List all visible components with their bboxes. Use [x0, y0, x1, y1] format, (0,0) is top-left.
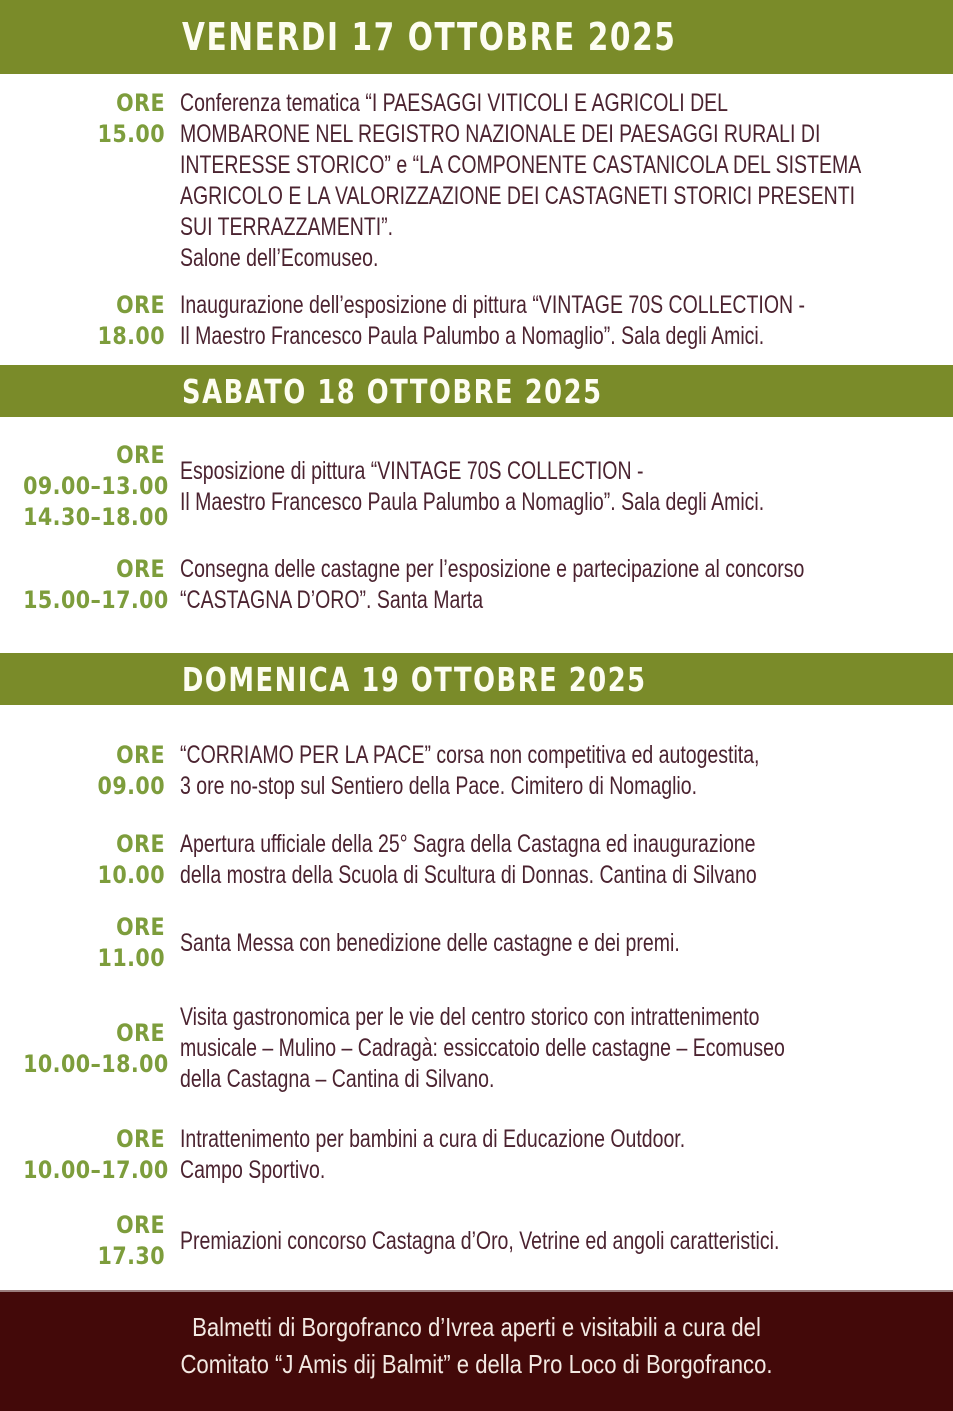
event-description	[180, 829, 757, 891]
event-time-line: 18.00	[97, 322, 165, 350]
event-time	[23, 1018, 169, 1080]
event-time	[23, 554, 169, 616]
event-time-line: ORE	[116, 441, 165, 469]
event-description	[180, 928, 680, 959]
day-title: VENERDI 17 OTTOBRE 2025	[182, 15, 677, 59]
event-description	[180, 1124, 685, 1186]
event-time-line: 11.00	[97, 944, 165, 972]
event-time	[23, 290, 165, 352]
event-time-line: 10.00–17.00	[23, 1156, 169, 1184]
day-title: SABATO 18 OTTOBRE 2025	[182, 371, 603, 411]
event-description-line: Inaugurazione dell’esposizione di pittura “VINTAGE 70S COLLECTION -	[180, 291, 806, 319]
event-description-line: MOMBARONE NEL REGISTRO NAZIONALE DEI PAESAGGI RURALI DI	[180, 120, 821, 148]
event-description-line: Apertura ufficiale della 25° Sagra della Castagna ed inaugurazione	[180, 830, 756, 858]
event-time-line: ORE	[116, 291, 165, 319]
event-time-line: ORE	[116, 741, 165, 769]
day-header-band	[0, 0, 953, 74]
event-description-line: Salone dell’Ecomuseo.	[180, 244, 379, 272]
event-row	[0, 912, 953, 974]
event-time-line: 14.30–18.00	[23, 503, 169, 531]
event-description-line: “CASTAGNA D’ORO”. Santa Marta	[180, 586, 484, 614]
event-row	[0, 440, 953, 533]
event-description-line: Il Maestro Francesco Paula Palumbo a Nomaglio”. Sala degli Amici.	[180, 487, 765, 516]
event-time	[23, 829, 165, 891]
event-time	[23, 1124, 169, 1186]
event-time-line: ORE	[116, 1211, 165, 1239]
event-time	[23, 88, 165, 150]
day-header-band	[0, 365, 953, 417]
event-row	[0, 740, 953, 802]
event-description-line: INTERESSE STORICO” e “LA COMPONENTE CASTANICOLA DEL SISTEMA	[180, 151, 862, 179]
event-row	[0, 88, 953, 274]
footer-line: Comitato “J Amis dij Balmit” e della Pro Loco di Borgofranco.	[180, 1349, 773, 1379]
event-row	[0, 829, 953, 891]
event-description-line: Conferenza tematica “I PAESAGGI VITICOLI E AGRICOLI DEL	[180, 89, 729, 117]
event-description-line: Esposizione di pittura “VINTAGE 70S COLLECTION -	[180, 456, 644, 485]
event-description-line: 3 ore no-stop sul Sentiero della Pace. Cimitero di Nomaglio.	[180, 772, 698, 800]
event-row	[0, 290, 953, 352]
event-description-line: Campo Sportivo.	[180, 1156, 326, 1184]
event-time-line: ORE	[116, 913, 165, 941]
footer-line: Balmetti di Borgofranco d’Ivrea aperti e visitabili a cura del	[192, 1312, 761, 1342]
event-description	[180, 456, 764, 518]
event-description-line: AGRICOLO E LA VALORIZZAZIONE DEI CASTAGNETI STORICI PRESENTI	[180, 182, 856, 210]
event-description	[180, 1002, 785, 1095]
event-description	[180, 740, 759, 802]
event-time-line: 09.00	[97, 772, 165, 800]
event-description-line: Intrattenimento per bambini a cura di Educazione Outdoor.	[180, 1125, 686, 1153]
event-description-line: della mostra della Scuola di Scultura di Donnas. Cantina di Silvano	[180, 861, 757, 889]
event-time-line: 17.30	[97, 1242, 165, 1270]
event-description-line: Visita gastronomica per le vie del centro storico con intrattenimento	[180, 1003, 760, 1031]
event-description	[180, 290, 805, 352]
event-row	[0, 1124, 953, 1186]
event-row	[0, 554, 953, 616]
event-time	[23, 1210, 165, 1272]
day-title: DOMENICA 19 OTTOBRE 2025	[182, 659, 647, 699]
event-description-line: Consegna delle castagne per l’esposizione e partecipazione al concorso	[180, 555, 805, 583]
event-description-line: “CORRIAMO PER LA PACE” corsa non competitiva ed autogestita,	[180, 741, 760, 769]
event-description	[180, 1226, 779, 1257]
event-time	[23, 440, 169, 533]
event-description-line: musicale – Mulino – Cadragà: essiccatoio delle castagne – Ecomuseo	[180, 1034, 785, 1062]
event-time-line: ORE	[116, 830, 165, 858]
event-time-line: 10.00–18.00	[23, 1049, 169, 1078]
event-time-line: 15.00	[97, 120, 165, 148]
event-description	[180, 88, 861, 274]
event-row	[0, 1002, 953, 1095]
event-description-line: Premiazioni concorso Castagna d’Oro, Vetrine ed angoli caratteristici.	[180, 1226, 780, 1255]
event-description-line: Il Maestro Francesco Paula Palumbo a Nomaglio”. Sala degli Amici.	[180, 322, 765, 350]
event-description-line: della Castagna – Cantina di Silvano.	[180, 1065, 495, 1093]
footer-band	[0, 1290, 953, 1411]
event-description-line: SUI TERRAZZAMENTI”.	[180, 213, 394, 241]
event-time-line: ORE	[116, 555, 165, 583]
event-time-line: ORE	[116, 1018, 165, 1047]
event-description	[180, 554, 804, 616]
event-time	[23, 740, 165, 802]
day-header-band	[0, 653, 953, 705]
event-row	[0, 1210, 953, 1272]
event-time-line: 10.00	[97, 861, 165, 889]
event-time-line: 09.00–13.00	[23, 472, 169, 500]
event-description-line: Santa Messa con benedizione delle castagne e dei premi.	[180, 928, 680, 957]
event-time-line: 15.00–17.00	[23, 586, 169, 614]
event-time-line: ORE	[116, 1125, 165, 1153]
event-time-line: ORE	[116, 89, 165, 117]
event-time	[23, 912, 165, 974]
